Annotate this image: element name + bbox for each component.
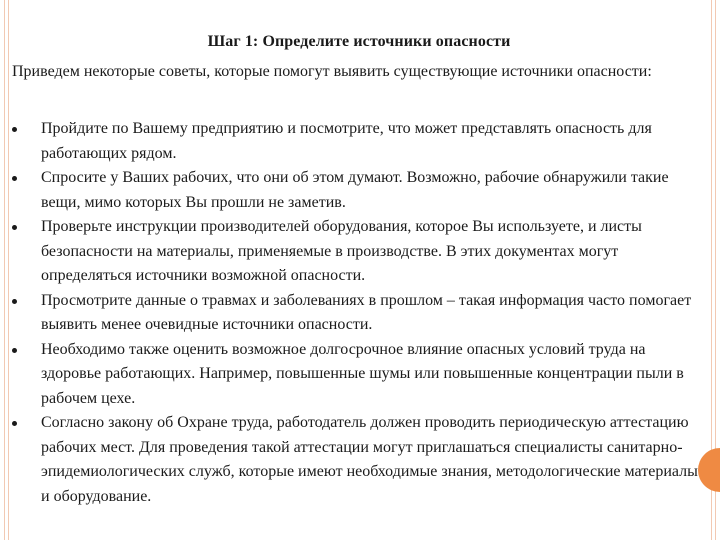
bullet-item bbox=[12, 338, 700, 412]
bullet-text: Проверьте инструкции производителей оборудования, которое Вы используете, и листы безопасности на материалы, применяемые в производстве. В этих документах могут определяться источники возможной опасности. bbox=[41, 218, 642, 284]
bullet-dot-icon bbox=[12, 176, 17, 181]
bullet-dot-icon bbox=[12, 127, 17, 132]
bullet-text: Согласно закону об Охране труда, работодатель должен проводить периодическую аттестацию рабочих мест. Для проведения такой аттестации могут приглашаться специалисты санитарно-эпидемиологических служб, которые имеют необходимые знания, методологические материалы и оборудование. bbox=[41, 414, 698, 505]
bullet-item bbox=[12, 411, 700, 509]
slide-title: Шаг 1: Определите источники опасности bbox=[207, 33, 511, 50]
bullet-dot-icon bbox=[12, 421, 17, 426]
bullet-dot-icon bbox=[12, 299, 17, 304]
slide-content bbox=[12, 0, 706, 540]
bullet-item bbox=[12, 289, 700, 338]
bullet-text: Спросите у Ваших рабочих, что они об этом думают. Возможно, рабочие обнаружили такие вещи, мимо которых Вы прошли не заметив. bbox=[41, 169, 669, 211]
intro-paragraph: Приведем некоторые советы, которые помогут выявить существующие источники опасности: bbox=[12, 63, 652, 80]
bullet-text: Пройдите по Вашему предприятию и посмотрите, что может представлять опасность для работающих рядом. bbox=[41, 120, 652, 162]
bullet-text: Просмотрите данные о травмах и заболеваниях в прошлом – такая информация часто помогает выявить менее очевидные источники опасности. bbox=[41, 291, 692, 333]
left-frame-border bbox=[0, 0, 9, 540]
bullet-item bbox=[12, 117, 700, 166]
bullet-dot-icon bbox=[12, 348, 17, 353]
bullet-item bbox=[12, 215, 700, 289]
bullet-item bbox=[12, 166, 700, 215]
bullet-dot-icon bbox=[12, 225, 17, 230]
bullet-list bbox=[12, 117, 700, 509]
bullet-text: Необходимо также оценить возможное долгосрочное влияние опасных условий труда на здоровье работающих. Например, повышенные шумы или повышенные концентрации пыли в рабочем цехе. bbox=[41, 340, 684, 407]
